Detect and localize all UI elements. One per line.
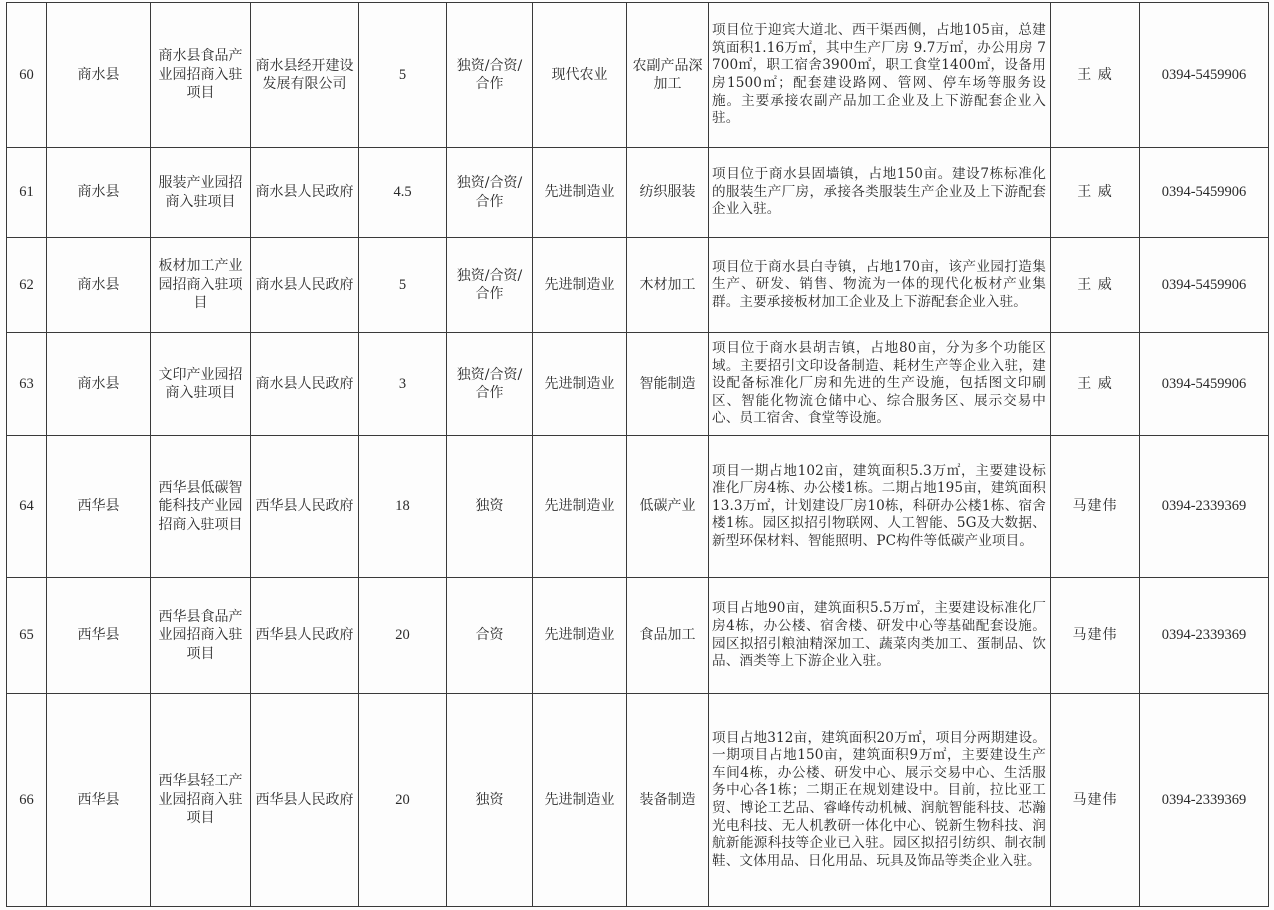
cooperation-mode-cell: 独资/合资/合作 bbox=[447, 148, 533, 238]
county-cell: 西华县 bbox=[47, 436, 151, 578]
industry-cell: 先进制造业 bbox=[533, 578, 627, 694]
description-cell: 项目位于商水县胡吉镇，占地80亩，分为多个功能区域。主要招引文印设备制造、耗材生产等企业入驻，建设配备标准化厂房和先进的生产设施，包括图文印刷区、智能化物流仓储中心、综合服务区、展示交易中心、员工宿舍、食堂等设施。 bbox=[709, 333, 1051, 436]
description-cell: 项目一期占地102亩，建筑面积5.3万㎡，主要建设标准化厂房4栋、办公楼1栋。二期占地195亩，建筑面积13.3万㎡，计划建设厂房10栋，科研办公楼1栋、宿舍楼1栋。园区拟招引物联网、人工智能、5G及大数据、新型环保材料、智能照明、PC构件等低碳产业项目。 bbox=[709, 436, 1051, 578]
industry-cell: 先进制造业 bbox=[533, 333, 627, 436]
description-cell: 项目占地312亩，建筑面积20万㎡，项目分两期建设。一期项目占地150亩，建筑面积9万㎡，主要建设生产车间4栋，办公楼、研发中心、展示交易中心、生活服务中心各1栋；二期正在规划建设中。目前，拉比亚工贸、博论工艺品、睿峰传动机械、润航智能科技、芯瀚光电科技、无人机教研一体化中心、锐新生物科技、润航新能源科技等企业已入驻。园区拟招引纺织、制衣制鞋、文体用品、日化用品、玩具及饰品等类企业入驻。 bbox=[709, 694, 1051, 907]
cooperation-mode-cell: 合资 bbox=[447, 578, 533, 694]
row-number: 66 bbox=[7, 694, 47, 907]
owner-unit-cell: 西华县人民政府 bbox=[251, 578, 359, 694]
contact-person-cell: 王 威 bbox=[1051, 333, 1140, 436]
sector-cell: 纺织服装 bbox=[627, 148, 709, 238]
project-table bbox=[6, 2, 1269, 907]
investment-amount-cell: 20 bbox=[359, 578, 447, 694]
industry-cell: 先进制造业 bbox=[533, 148, 627, 238]
description-cell: 项目占地90亩，建筑面积5.5万㎡，主要建设标准化厂房4栋，办公楼、宿舍楼、研发中心等基础配套设施。园区拟招引粮油精深加工、蔬菜肉类加工、蛋制品、饮品、酒类等上下游企业入驻。 bbox=[709, 578, 1051, 694]
phone-cell: 0394-2339369 bbox=[1140, 694, 1269, 907]
description-cell: 项目位于迎宾大道北、西干渠西侧，占地105亩，总建筑面积1.16万㎡，其中生产厂房 9.7万㎡，办公用房 7700㎡，职工宿舍3900㎡，职工食堂1400㎡，设备用房1500㎡；配套建设路网、管网、停车场等服务设施。主要承接农副产品加工企业及上下游配套企业入驻。 bbox=[709, 3, 1051, 148]
county-cell: 西华县 bbox=[47, 694, 151, 907]
contact-person-cell: 马建伟 bbox=[1051, 436, 1140, 578]
table-row bbox=[7, 148, 1269, 238]
row-number: 61 bbox=[7, 148, 47, 238]
description-cell: 项目位于商水县固墙镇，占地150亩。建设7栋标准化的服装生产厂房，承接各类服装生产企业及上下游配套企业入驻。 bbox=[709, 148, 1051, 238]
investment-amount-cell: 20 bbox=[359, 694, 447, 907]
sector-cell: 智能制造 bbox=[627, 333, 709, 436]
table-row bbox=[7, 578, 1269, 694]
sector-cell: 低碳产业 bbox=[627, 436, 709, 578]
owner-unit-cell: 商水县经开建设发展有限公司 bbox=[251, 3, 359, 148]
contact-person-cell: 马建伟 bbox=[1051, 578, 1140, 694]
table-row bbox=[7, 333, 1269, 436]
owner-unit-cell: 商水县人民政府 bbox=[251, 148, 359, 238]
project-name-cell: 文印产业园招商入驻项目 bbox=[151, 333, 251, 436]
phone-cell: 0394-5459906 bbox=[1140, 148, 1269, 238]
owner-unit-cell: 商水县人民政府 bbox=[251, 238, 359, 333]
cooperation-mode-cell: 独资/合资/合作 bbox=[447, 238, 533, 333]
cooperation-mode-cell: 独资/合资/合作 bbox=[447, 333, 533, 436]
contact-person-cell: 王 威 bbox=[1051, 238, 1140, 333]
row-number: 64 bbox=[7, 436, 47, 578]
investment-amount-cell: 4.5 bbox=[359, 148, 447, 238]
industry-cell: 现代农业 bbox=[533, 3, 627, 148]
owner-unit-cell: 西华县人民政府 bbox=[251, 436, 359, 578]
investment-amount-cell: 5 bbox=[359, 238, 447, 333]
owner-unit-cell: 西华县人民政府 bbox=[251, 694, 359, 907]
project-name-cell: 西华县低碳智能科技产业园招商入驻项目 bbox=[151, 436, 251, 578]
phone-cell: 0394-2339369 bbox=[1140, 436, 1269, 578]
investment-amount-cell: 3 bbox=[359, 333, 447, 436]
contact-person-cell: 马建伟 bbox=[1051, 694, 1140, 907]
county-cell: 西华县 bbox=[47, 578, 151, 694]
phone-cell: 0394-5459906 bbox=[1140, 333, 1269, 436]
cooperation-mode-cell: 独资/合资/合作 bbox=[447, 3, 533, 148]
row-number: 60 bbox=[7, 3, 47, 148]
county-cell: 商水县 bbox=[47, 148, 151, 238]
phone-cell: 0394-5459906 bbox=[1140, 238, 1269, 333]
county-cell: 商水县 bbox=[47, 3, 151, 148]
phone-cell: 0394-2339369 bbox=[1140, 578, 1269, 694]
industry-cell: 先进制造业 bbox=[533, 694, 627, 907]
project-name-cell: 商水县食品产业园招商入驻项目 bbox=[151, 3, 251, 148]
contact-person-cell: 王 威 bbox=[1051, 148, 1140, 238]
sector-cell: 装备制造 bbox=[627, 694, 709, 907]
county-cell: 商水县 bbox=[47, 238, 151, 333]
phone-cell: 0394-5459906 bbox=[1140, 3, 1269, 148]
row-number: 62 bbox=[7, 238, 47, 333]
table-row bbox=[7, 694, 1269, 907]
table-row bbox=[7, 436, 1269, 578]
row-number: 63 bbox=[7, 333, 47, 436]
cooperation-mode-cell: 独资 bbox=[447, 436, 533, 578]
investment-amount-cell: 5 bbox=[359, 3, 447, 148]
row-number: 65 bbox=[7, 578, 47, 694]
project-name-cell: 服装产业园招商入驻项目 bbox=[151, 148, 251, 238]
project-name-cell: 西华县轻工产业园招商入驻项目 bbox=[151, 694, 251, 907]
table-row bbox=[7, 238, 1269, 333]
sector-cell: 农副产品深加工 bbox=[627, 3, 709, 148]
description-cell: 项目位于商水县白寺镇，占地170亩，该产业园打造集生产、研发、销售、物流为一体的现代化板材产业集群。主要承接板材加工企业及上下游配套企业入驻。 bbox=[709, 238, 1051, 333]
investment-amount-cell: 18 bbox=[359, 436, 447, 578]
sector-cell: 木材加工 bbox=[627, 238, 709, 333]
cooperation-mode-cell: 独资 bbox=[447, 694, 533, 907]
sector-cell: 食品加工 bbox=[627, 578, 709, 694]
contact-person-cell: 王 威 bbox=[1051, 3, 1140, 148]
owner-unit-cell: 商水县人民政府 bbox=[251, 333, 359, 436]
project-name-cell: 板材加工产业园招商入驻项目 bbox=[151, 238, 251, 333]
industry-cell: 先进制造业 bbox=[533, 238, 627, 333]
table-row bbox=[7, 3, 1269, 148]
project-name-cell: 西华县食品产业园招商入驻项目 bbox=[151, 578, 251, 694]
industry-cell: 先进制造业 bbox=[533, 436, 627, 578]
county-cell: 商水县 bbox=[47, 333, 151, 436]
